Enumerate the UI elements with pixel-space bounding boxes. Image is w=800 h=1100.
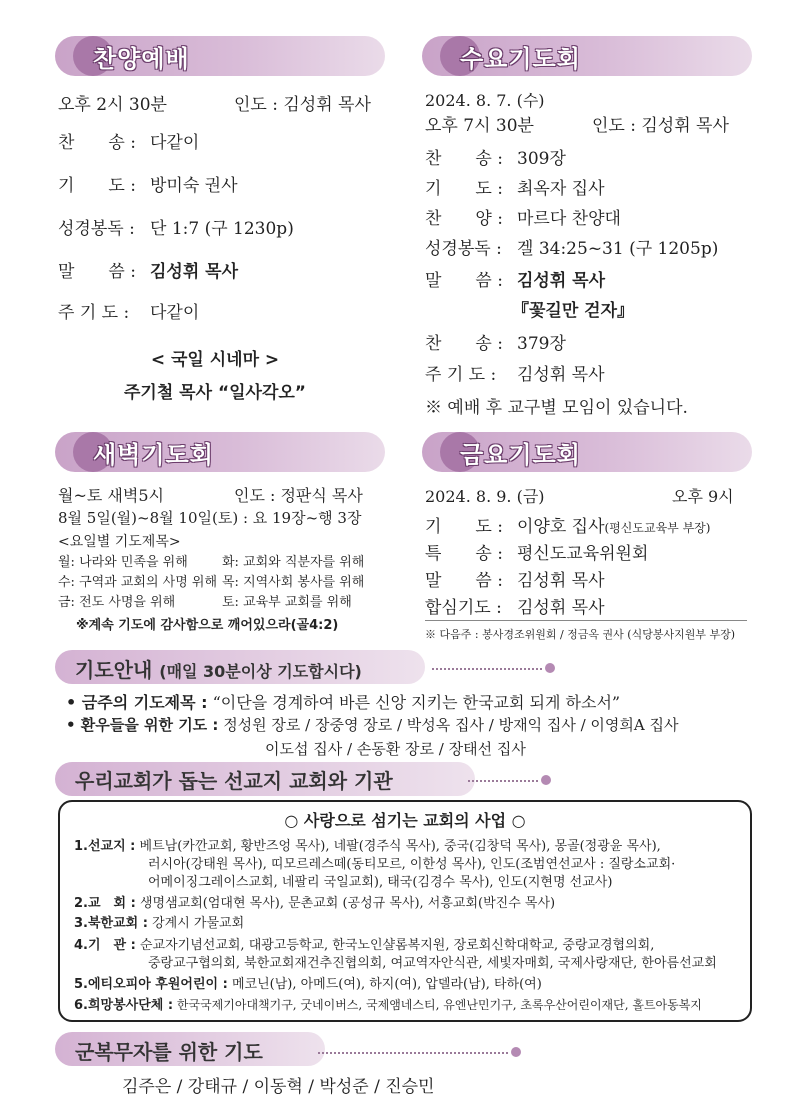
wednesday-leader: 인도 : 김성휘 목사 — [592, 116, 729, 136]
dawn-topic-right: 토: 교육부 교회를 위해 — [222, 595, 352, 610]
rule-end-dot — [541, 775, 551, 785]
sunday-leader: 인도 : 김성휘 목사 — [234, 95, 371, 115]
wednesday-row: 기 도 : 최옥자 집사 — [425, 179, 605, 199]
cinema-subtitle: 주기철 목사 “일사각오” — [124, 383, 306, 403]
dawn-leader: 인도 : 정판식 목사 — [234, 486, 363, 505]
dawn-time: 월~토 새벽5시 — [58, 486, 164, 505]
sunday-row: 찬 송 : 다같이 — [58, 133, 200, 153]
friday-row: 특 송 : 평신도교육위원회 — [425, 544, 649, 564]
rule-end-dot — [545, 663, 555, 673]
dawn-topics-header: <요일별 기도제목> — [58, 534, 181, 550]
dawn-banner — [55, 432, 385, 472]
dawn-topic-left: 월: 나라와 민족을 위해 — [58, 555, 188, 570]
dotted-rule — [432, 668, 542, 670]
soldiers-title: 군복무자를 위한 기도 — [75, 1040, 263, 1064]
friday-row: 말 씀 : 김성휘 목사 — [425, 571, 605, 591]
dawn-period: 8월 5일(월)~8월 10일(토) : 요 19장~행 3장 — [58, 509, 362, 527]
friday-divider — [425, 620, 747, 621]
wednesday-row: 성경봉독 : 겔 34:25~31 (구 1205p) — [425, 239, 719, 259]
mission-row: 6.희망봉사단체 : 한국국제기아대책기구, 굿네이버스, 국제앰네스티, 유엔난민기구, 초록우산어린이재단, 홀트아동복지 — [74, 998, 702, 1013]
sunday-row: 주 기 도 : 다같이 — [58, 303, 200, 323]
mission-row: 1.선교지 : 베트남(카깐교회, 황반즈엉 목사), 네팔(경주식 목사), 중국(김창덕 목사), 몽골(정광윤 목사), — [74, 839, 661, 854]
wednesday-row: 말 씀 : 김성휘 목사 — [425, 271, 606, 291]
dawn-topic-right: 목: 지역사회 봉사를 위해 — [222, 575, 365, 590]
cinema-title: < 국일 시네마 > — [150, 350, 280, 370]
wednesday-row: 주 기 도 : 김성휘 목사 — [425, 365, 605, 385]
mission-row-cont: 중랑교구협의회, 북한교회재건추진협의회, 여교역자안식관, 세빛자매회, 국제사랑재단, 한아름선교회 — [148, 956, 717, 971]
mission-row: 4.기 관 : 순교자기념선교회, 대광고등학교, 한국노인샬롬복지원, 장로회신학대학교, 중랑교경협의회, — [74, 938, 655, 953]
sunday-worship-title: 찬양예배 — [93, 45, 190, 73]
sermon-title: 『꽃길만 걷자』 — [512, 301, 635, 321]
dotted-rule — [468, 780, 538, 782]
dotted-rule — [318, 1052, 508, 1054]
missions-box-title: ○ 사랑으로 섬기는 교회의 사업 ○ — [284, 811, 526, 830]
wednesday-banner — [422, 36, 752, 76]
missions-title: 우리교회가 돕는 선교지 교회와 기관 — [75, 769, 393, 793]
wednesday-time: 오후 7시 30분 — [425, 116, 534, 136]
wednesday-row: 찬 송 : 309장 — [425, 149, 566, 169]
dawn-verse: ※계속 기도에 감사함으로 깨어있으라(골4:2) — [76, 618, 339, 633]
friday-row: 기 도 : 이양호 집사(평신도교육부 부장) — [425, 517, 711, 537]
mission-row: 5.에티오피아 후원어린이 : 메코닌(남), 아메드(여), 하지(여), 압델라(남), 타하(여) — [74, 977, 542, 992]
friday-time: 오후 9시 — [672, 487, 734, 506]
prayer-guide-title: 기도안내 (매일 30분이상 기도합시다) — [75, 658, 362, 682]
soldiers-names: 김주은 / 강태규 / 이동혁 / 박성준 / 진승민 — [122, 1077, 435, 1097]
friday-date: 2024. 8. 9. (금) — [425, 487, 545, 506]
friday-banner — [422, 432, 752, 472]
wednesday-row: 찬 송 : 379장 — [425, 334, 566, 354]
friday-row: 합심기도 : 김성휘 목사 — [425, 598, 605, 618]
wednesday-notice: ※ 예배 후 교구별 모임이 있습니다. — [425, 398, 688, 418]
rule-end-dot — [511, 1047, 521, 1057]
friday-title: 금요기도회 — [460, 441, 581, 469]
prayer-item-2-cont: 이도섭 집사 / 손동환 장로 / 장태선 집사 — [265, 740, 526, 758]
wednesday-row: 찬 양 : 마르다 찬양대 — [425, 209, 621, 229]
dawn-title: 새벽기도회 — [93, 441, 214, 469]
sunday-time: 오후 2시 30분 — [58, 95, 167, 115]
sunday-row: 말 씀 : 김성휘 목사 — [58, 262, 239, 282]
wednesday-date: 2024. 8. 7. (수) — [425, 91, 545, 110]
sunday-row: 성경봉독 : 단 1:7 (구 1230p) — [58, 219, 294, 239]
mission-row-cont: 러시아(강태원 목사), 띠모르레스떼(동티모르, 이한성 목사), 인도(조범연선교사 : 질랑소교회· — [148, 857, 676, 872]
mission-row: 2.교 회 : 생명샘교회(엄대현 목사), 문촌교회 (공성규 목사), 서흥교회(박진수 목사) — [74, 896, 556, 911]
dawn-topic-left: 수: 구역과 교회의 사명 위해 — [58, 575, 218, 590]
dawn-topic-left: 금: 전도 사명을 위해 — [58, 595, 176, 610]
wednesday-title: 수요기도회 — [460, 45, 581, 73]
prayer-item-1: • 금주의 기도제목 : “이단을 경계하여 바른 신앙 지키는 한국교회 되게 하소서” — [66, 693, 621, 712]
dawn-topic-right: 화: 교회와 직분자를 위해 — [222, 555, 365, 570]
mission-row-cont: 어메이징그레이스교회, 네팔리 국일교회), 태국(김경수 목사), 인도(지현명 선교사) — [148, 875, 613, 890]
mission-row: 3.북한교회 : 강계시 가물교회 — [74, 916, 245, 931]
sunday-worship-banner — [55, 36, 385, 76]
prayer-item-2: • 환우들을 위한 기도 : 정성원 장로 / 장중영 장로 / 박성옥 집사 / 방재익 집사 / 이영희A 집사 — [66, 716, 679, 734]
sunday-row: 기 도 : 방미숙 권사 — [58, 176, 238, 196]
friday-next-week: ※ 다음주 : 봉사경조위원회 / 정금옥 권사 (식당봉사지원부 부장) — [425, 628, 735, 641]
